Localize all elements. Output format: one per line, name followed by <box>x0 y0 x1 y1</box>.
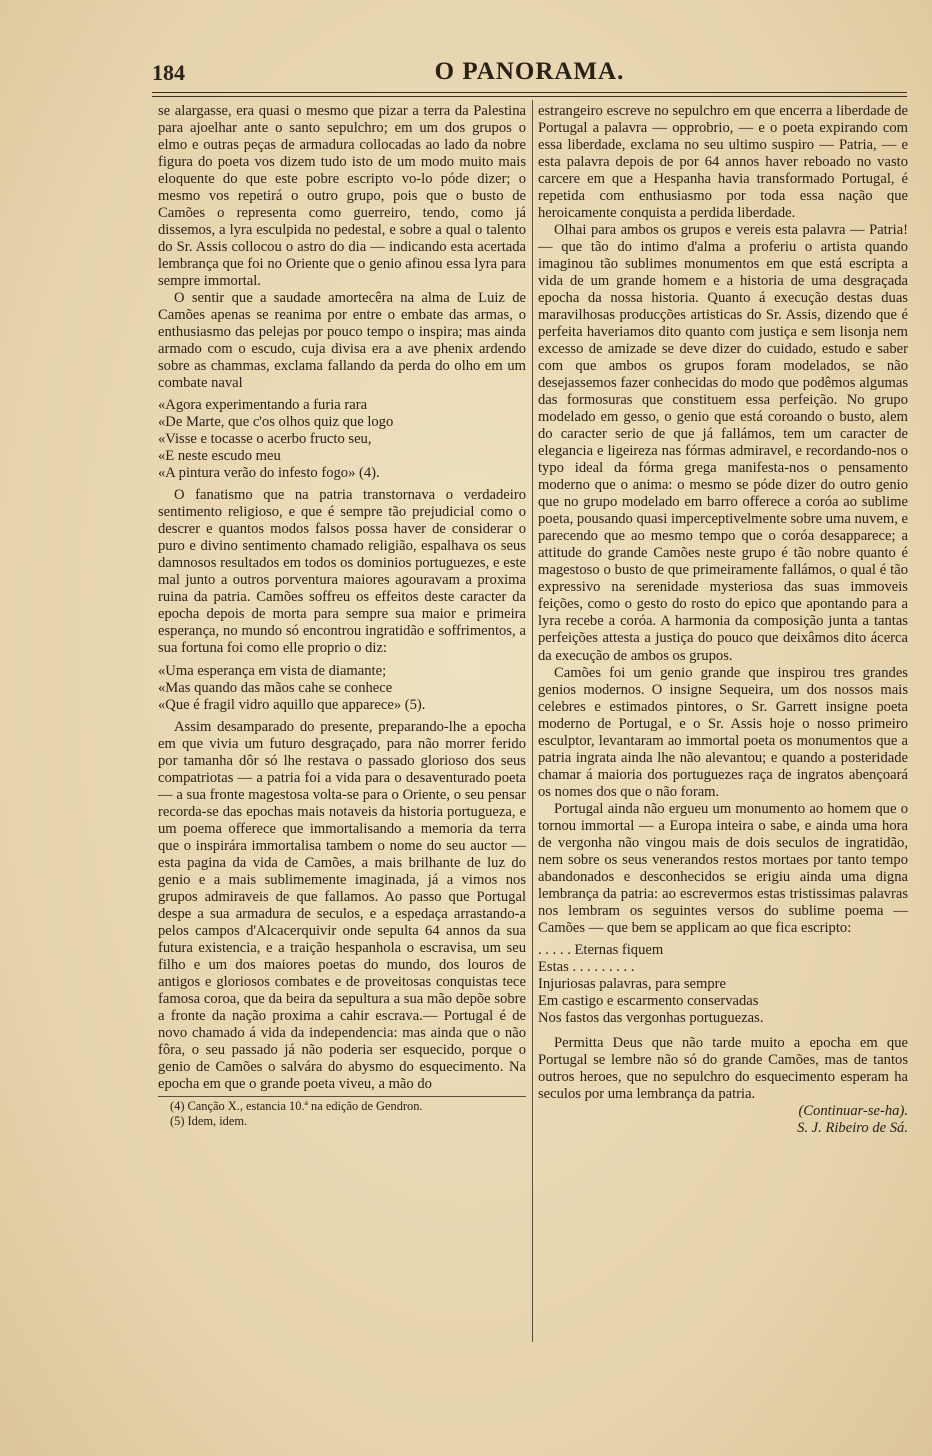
verse-line: . . . . . Eternas fiquem <box>538 941 664 958</box>
paragraph: estrangeiro escreve no sepulchro em que encerra a liberdade de Portugal a palavra — opprobrio, — e o poeta expirando com essa liberdade, exclama no seu ultimo suspiro — Patria, — e esta palavra depois de por 64 annos haver reboado no vasto carcere em que a Hespanha havia transformado Portugal, é repetida com enthusiasmo por toda essa nação que heroicamente conquista a perdida liberdade. <box>538 103 908 222</box>
paragraph: Assim desamparado do presente, preparando-lhe a epocha em que vivia um futuro desgraçado, para não morrer ferido por tamanha dôr só lhe restava o passado glorioso dos seus compatriotas — a patria foi a vida para o desaventurado poeta — a sua fronte magestosa volta-se para o Oriente, o seu pensar recorda-se das epochas mais notaveis da historia portugueza, e um poema offerece que immortalisando a memoria da terra que o inspirára immortalisa tambem o nome do seu auctor — esta pagina da vida de Camões, a mais brilhante de luz do genio e a mais sublimemente imaginada, já a vimos nos grupos admiraveis de que fallamos. Ao passo que Portugal despe a sua armadura de seculos, e a espedaça arrastando-a pelos campos d'Alcacerquivir onde sepulta 64 annos da sua futura existencia, e a traição hespanhola o escravisa, um seu filho e um dos maiores poetas do mundo, dos louros de antigos e gloriosos combates e de proveitosas conquistas tece famosa coroa, que da beira da sepultura a sua mão depõe sobre a fronte da nação proxima a cahir escrava.— Portugal é de novo chamado á vida da independencia: mas ainda que o não fôra, o seu passado já não poderia ser esquecido, porque o genio de Camões o salvára do abysmo do esquecimento. Na epocha em que o grande poeta viveu, a mão do <box>158 718 526 1092</box>
journal-title: O PANORAMA. <box>434 58 625 85</box>
verse-line: «Uma esperança em vista de diamante; <box>158 662 387 679</box>
paragraph: Permitta Deus que não tarde muito a epocha em que Portugal se lembre não só do grande Camões, mas de tantos outros heroes, que no sepulchro do esquecimento esperam ha seculos por uma lembrança da patria. <box>538 1034 908 1102</box>
verse-quote <box>158 397 526 482</box>
verse-quote <box>538 942 908 1027</box>
header-rule <box>152 92 907 93</box>
left-column <box>158 103 526 1129</box>
footnotes <box>158 1096 526 1129</box>
paragraph: Olhai para ambos os grupos e vereis esta palavra — Patria! — que tão do intimo d'alma a proferiu o artista quando imaginou tão sublimes monumentos em que está escripta a vida de um grande homem e a historia de uma desgraçada epocha da nossa historia. Quanto á execução destas duas maravilhosas producções artisticas do Sr. Assis, dizendo que é perfeita haveriamos dito quanto com justiça e sem lisonja nem excesso de amizade se deve dizer do cuidado, estudo e saber com que ambos os grupos foram modelados, se não desejassemos fazer conhecidas do modo que podêmos algumas das formosuras que constituem essa perfeição. No grupo modelado em gesso, o genio que está coroando o busto, alem do caracter serio de que já fallámos, tem um caracter de elegancia e ligeireza nas fórmas admiravel, e recordando-nos o typo ideal da fórma grega manifesta-nos o pensamento moderno que o anima: o mesmo se póde dizer do outro genio que no grupo modelado em barro offerece a coróa ao sublime poeta, pousando quasi imperceptivelmente sobre uma nuvem, e parecendo que ao mesmo tempo que o coróa desapparece; a attitude do grande Camões neste grupo é tão nobre quanto é magestoso o busto de que primeiramente fallámos, o qual é tão expressivo na serenidade mysteriosa das suas immoveis feições, como o gesto do rosto do epico que apontando para a lyra recebe a coróa. A harmonia da composição junta a tantas perfeições attesta a justiça do pouco que deixâmos dito ácerca da execução de ambos os grupos. <box>538 222 909 664</box>
page-header <box>152 58 907 90</box>
author-signature: S. J. Ribeiro de Sá. <box>797 1119 908 1136</box>
paragraph: se alargasse, era quasi o mesmo que pizar a terra da Palestina para ajoelhar ante o santo sepulchro; em um dos grupos o elmo e outras peças de armadura collocadas ao lado da nobre figura do poeta vos dizem tudo isto de um modo muito mais eloquente do que este pobre escripto vo-lo póde dizer; o mesmo vos repetirá o outro grupo, pois que o busto de Camões o representa como guerreiro, tendo, como já dissemos, a lyra esculpida no pedestal, e sobre a qual o talento do Sr. Assis collocou o astro do dia — indicando esta acertada lembrança que foi no Oriente que o genio afinou essa lyra para sempre immortal. <box>158 103 526 290</box>
paragraph: O fanatismo que na patria transtornava o verdadeiro sentimento religioso, e que é sempre tão prejudicial como o descrer e quantos modos falsos possa haver de considerar o puro e divino sentimento chamado religião, espalhava os seus damnosos resultados em todos os dominios portuguezes, e este mal junto a outros porventura maiores agouravam a proxima ruina da patria. Camões soffreu os effeitos deste caracter da epocha depois de morta para sempre sua maior e primeira esperança, no mundo só encontrou ingratidão e soffrimentos, a sua fortuna foi como elle proprio o diz: <box>158 487 526 657</box>
verse-line: Estas . . . . . . . . . <box>538 958 635 975</box>
verse-line: «E neste escudo meu <box>158 448 281 465</box>
footnote: (5) Idem, idem. <box>170 1113 248 1128</box>
verse-line: «De Marte, que c'os olhos quiz que logo <box>158 414 394 431</box>
verse-line: Nos fastos das vergonhas portuguezas. <box>538 1009 764 1026</box>
footnote: (4) Canção X., estancia 10.ª na edição de Gendron. <box>170 1098 423 1113</box>
verse-line: Em castigo e escarmento conservadas <box>538 992 759 1009</box>
verse-line: «Que é fragil vidro aquillo que apparece» (5). <box>158 696 426 713</box>
paragraph: Portugal ainda não ergueu um monumento ao homem que o tornou immortal — a Europa inteira o sabe, e ainda uma hora de vergonha não vingou mais de dois seculos de ingratidão, nem sobre os seus venerandos restos mortaes por tanto tempo abandonados e desconhecidos se erigiu ainda uma digna lembrança da patria: ao escrevermos estas tristissimas palavras nos lembram os seguintes versos do sublime poema — Camões — que bem se applicam ao que fica escripto: <box>538 800 908 936</box>
header-rule-thin <box>152 96 907 97</box>
page-number: 184 <box>152 60 185 85</box>
verse-quote <box>158 663 526 714</box>
verse-line: «A pintura verão do infesto fogo» (4). <box>158 465 380 482</box>
right-column <box>538 103 908 1137</box>
paragraph: Camões foi um genio grande que inspirou tres grandes genios modernos. O insigne Sequeira, um dos nossos mais celebres e estimados pintores, o Sr. Garrett insigne poeta moderno de Portugal, e o Sr. Assis hoje o nosso primeiro esculptor, levantaram ao immortal poeta os monumentos que a patria ingrata ainda lhe não alevantou; e quando a posteridade chamar á maioria dos portuguezes raça de ingratos abençoará os nomes dos que o não foram. <box>538 664 908 800</box>
verse-line: «Agora experimentando a furia rara <box>158 397 368 414</box>
verse-line: «Visse e tocasse o acerbo fructo seu, <box>158 431 372 448</box>
continuation-note: (Continuar-se-ha). <box>798 1102 908 1119</box>
paragraph: O sentir que a saudade amortecêra na alma de Luiz de Camões apenas se reanima por entre o embate das armas, o enthusiasmo das pelejas por pouco tempo o inspira; mas ainda armado com o escudo, cuja divisa era a ave phenix ardendo sobre as chammas, exclama fallando da perda do olho em um combate naval <box>158 290 526 392</box>
verse-line: Injuriosas palavras, para sempre <box>538 975 727 992</box>
column-divider <box>532 100 533 1342</box>
verse-line: «Mas quando das mãos cahe se conhece <box>158 679 393 696</box>
